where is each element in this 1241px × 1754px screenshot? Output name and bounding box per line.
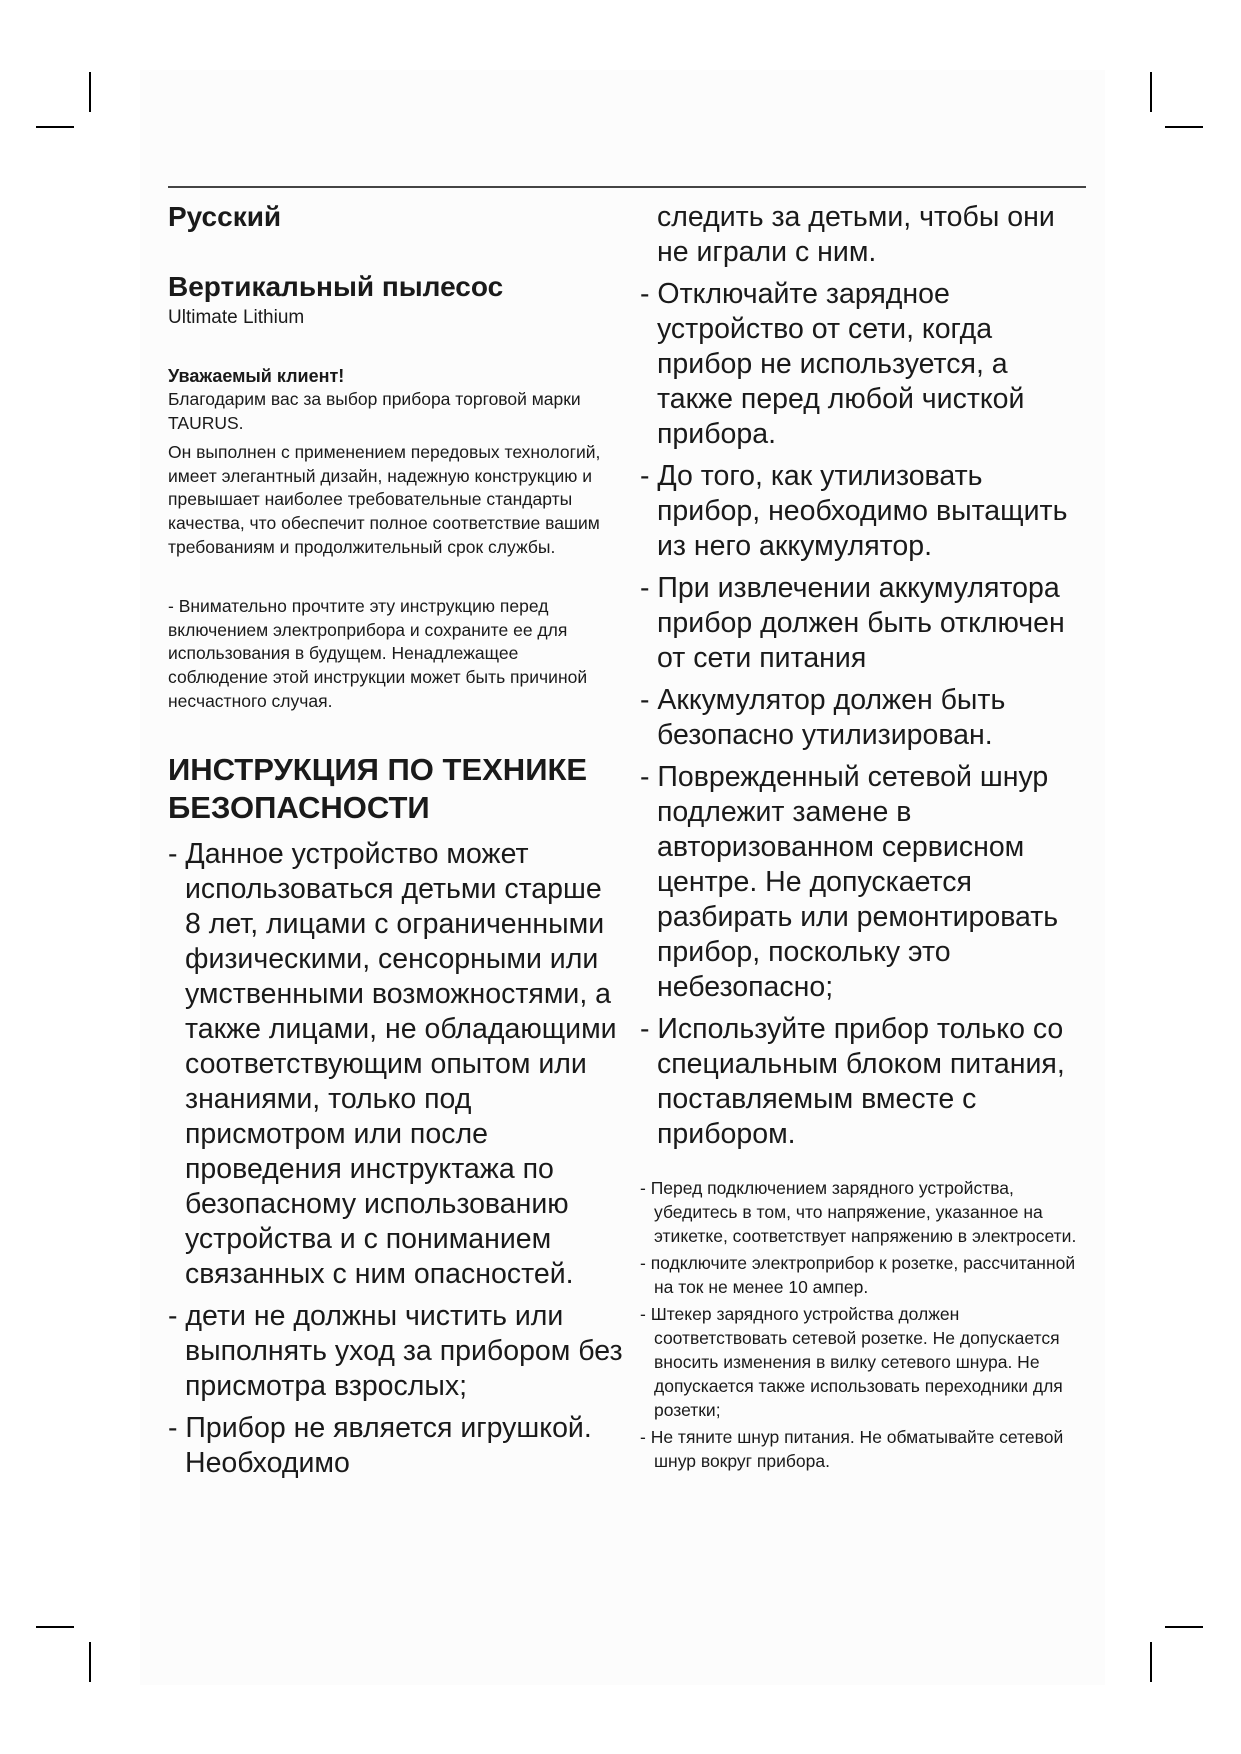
list-item: - Не тяните шнур питания. Не обматывайте сетевой шнур вокруг прибора. <box>640 1427 1064 1471</box>
right-column <box>640 200 1090 1473</box>
read-instructions-warning: - Внимательно прочтите эту инструкцию перед включением электроприбора и сохраните ее для использования в будущем. Ненадлежащее соблюдение этой инструкции может быть причиной несчастного случая. <box>168 596 588 711</box>
list-item: - Используйте прибор только со специальным блоком питания, поставляемым вместе с прибором. <box>640 1013 1065 1150</box>
left-column <box>168 200 623 1481</box>
list-item-continuation: следить за детьми, чтобы они не играли с ним. <box>657 201 1055 268</box>
product-title: Вертикальный пылесос <box>168 271 504 302</box>
safety-list-small <box>640 1176 1090 1473</box>
crop-mark-bottom-left-v <box>89 1642 91 1682</box>
list-item: - Данное устройство может использоваться детьми старше 8 лет, лицами с ограниченными физическими, сенсорными или умственными возможностями, а также лицами, не обладающими соответствующим опытом или знаниями, только под присмотром или после проведения инструктажа по безопасному использованию устройства и с пониманием связанных с ним опасностей. <box>168 838 617 1291</box>
list-item: - Перед подключением зарядного устройства, убедитесь в том, что напряжение, указанное на этикетке, соответствует напряжению в электросети. <box>640 1178 1077 1246</box>
list-item: - Поврежденный сетевой шнур подлежит замене в авторизованном сервисном центре. Не допускается разбирать или ремонтировать прибор, поскольку это небезопасно; <box>640 761 1059 1003</box>
list-item: - Прибор не является игрушкой. Необходимо <box>168 1412 592 1480</box>
crop-mark-top-right-v <box>1150 72 1152 112</box>
crop-mark-bottom-right-v <box>1150 1642 1152 1682</box>
header-rule <box>168 186 1086 188</box>
list-item: - дети не должны чистить или выполнять уход за прибором без присмотра взрослых; <box>168 1300 623 1403</box>
product-model: Ultimate Lithium <box>168 307 305 328</box>
safety-list-right <box>640 277 1090 1152</box>
list-item: - подключите электроприбор к розетке, рассчитанной на ток не менее 10 ампер. <box>640 1253 1076 1297</box>
list-item: - При извлечении аккумулятора прибор должен быть отключен от сети питания <box>640 572 1065 674</box>
intro-paragraph: Благодарим вас за выбор прибора торговой марки TAURUS. <box>168 389 581 433</box>
crop-mark-bottom-right-h <box>1165 1626 1203 1628</box>
safety-list-left <box>168 837 623 1481</box>
list-item: - Штекер зарядного устройства должен соответствовать сетевой розетке. Не допускается вносить изменения в вилку сетевого шнура. Не допускается также использовать переходники для розетки; <box>640 1304 1063 1420</box>
crop-mark-bottom-left-h <box>36 1626 74 1628</box>
language-heading: Русский <box>168 201 282 232</box>
greeting: Уважаемый клиент! <box>168 366 345 386</box>
crop-mark-top-left-v <box>89 72 91 112</box>
safety-heading: ИНСТРУКЦИЯ ПО ТЕХНИКЕ БЕЗОПАСНОСТИ <box>168 752 588 826</box>
list-item: - Отключайте зарядное устройство от сети, когда прибор не используется, а также перед любой чисткой прибора. <box>640 278 1025 450</box>
intro-paragraph: Он выполнен с применением передовых технологий, имеет элегантный дизайн, надежную конструкцию и превышает наиболее требовательные стандарты качества, что обеспечит полное соответствие вашим требованиям и продолжительный срок службы. <box>168 442 601 557</box>
crop-mark-top-left-h <box>36 126 74 128</box>
list-item: - Аккумулятор должен быть безопасно утилизирован. <box>640 684 1006 751</box>
crop-mark-top-right-h <box>1165 126 1203 128</box>
list-item: - До того, как утилизовать прибор, необходимо вытащить из него аккумулятор. <box>640 460 1068 562</box>
